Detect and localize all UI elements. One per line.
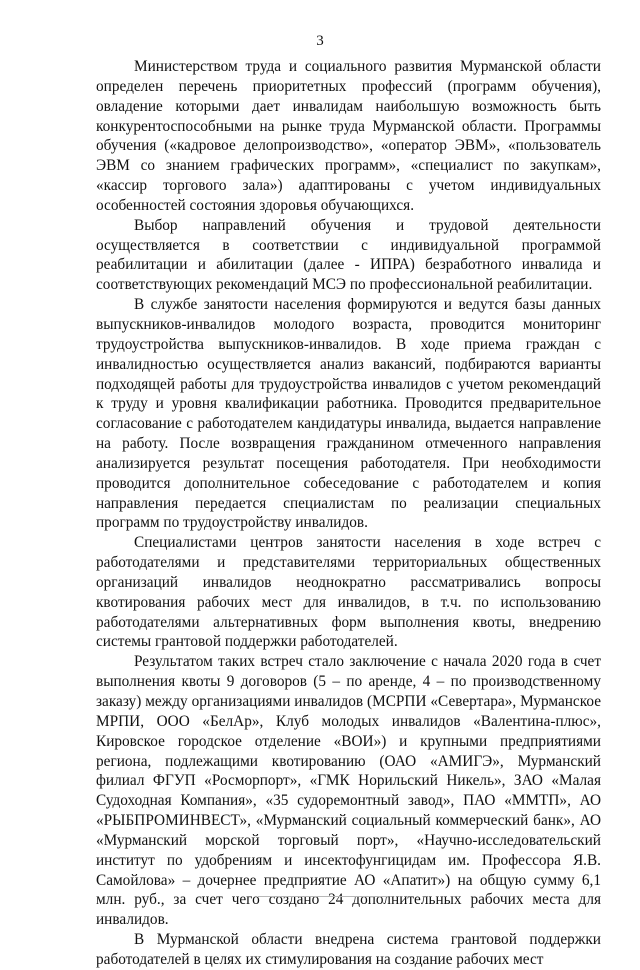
- paragraph-priority-professions: Министерством труда и социального развития Мурманской области определен перечень приоритетных профессий (программ обучения), овладение которыми дает инвалидам наибольшую возможность быть конкурентоспособными на рынке труда Мурманской области. Программы обучения («кадровое делопроизводство», «оператор ЭВМ», «пользователь ЭВМ со знанием графических программ», «специалист по закупкам», «кассир торгового зала») адаптированы с учетом индивидуальных особенностей состояния здоровья обучающихся.: [96, 58, 601, 214]
- document-body: [96, 57, 601, 970]
- paragraph-training-choice: Выбор направлений обучения и трудовой деятельности осуществляется в соответствии с индивидуальной программой реабилитации и абилитации (далее - ИПРА) безработного инвалида и соответствующих рекомендаций МСЭ по профессиональной реабилитации.: [96, 216, 601, 294]
- page-number: 3: [316, 33, 324, 49]
- footer-divider: [258, 896, 388, 897]
- paragraph-quota-contracts: Результатом таких встреч стало заключение с начала 2020 года в счет выполнения квоты 9 договоров (5 – по аренде, 4 – по производственному заказу) между организациями инвалидов (МСРПИ «Севертара», Мурманское МРПИ, ООО «БелАр», Клуб молодых инвалидов «Валентина-плюс», Кировское городское отделение «ВОИ») и крупными предприятиями региона, подлежащими квотированию (ОАО «АМИГЭ», Мурманский филиал ФГУП «Росморпорт», «ГМК Норильский Никель», ЗАО «Малая Судоходная Компания», «35 судоремонтный завод», ПАО «ММТП», АО «РЫБПРОМИНВЕСТ», «Мурманский социальный коммерческий банк», АО «Мурманский морской торговый порт», «Научно-исследовательский институт по удобрениям и инсектофунгицидам им. Профессора Я.В. Самойлова» – дочернее предприятие АО «Апатит») на общую сумму 6,1 млн. руб., за счет чего создано 24 дополнительных рабочих места для инвалидов.: [96, 653, 601, 929]
- paragraph-employment-service: В службе занятости населения формируются и ведутся базы данных выпускников-инвалидов молодого возраста, проводится мониторинг трудоустройства выпускников-инвалидов. В ходе приема граждан с инвалидностью осуществляется анализ вакансий, подбираются варианты подходящей работы для трудоустройства инвалидов с учетом рекомендаций к труду и уровня квалификации работника. Проводится предварительное согласование с работодателем кандидатуры инвалида, выдается направление на работу. После возвращения гражданином отмеченного направления анализируется результат посещения работодателя. При необходимости проводится дополнительное собеседование с работодателем и копия направления передается специалистам по реализации специальных программ по трудоустройству инвалидов.: [96, 296, 601, 532]
- paragraph-grant-support: В Мурманской области внедрена система грантовой поддержки работодателей в целях их стимулирования на создание рабочих мест: [96, 931, 601, 968]
- paragraph-employer-meetings: Специалистами центров занятости населения в ходе встреч с работодателями и представителями территориальных общественных организаций инвалидов неоднократно рассматривались вопросы квотирования рабочих мест для инвалидов, в т.ч. по использованию работодателями альтернативных форм выполнения квоты, внедрению системы грантовой поддержки работодателей.: [96, 534, 601, 651]
